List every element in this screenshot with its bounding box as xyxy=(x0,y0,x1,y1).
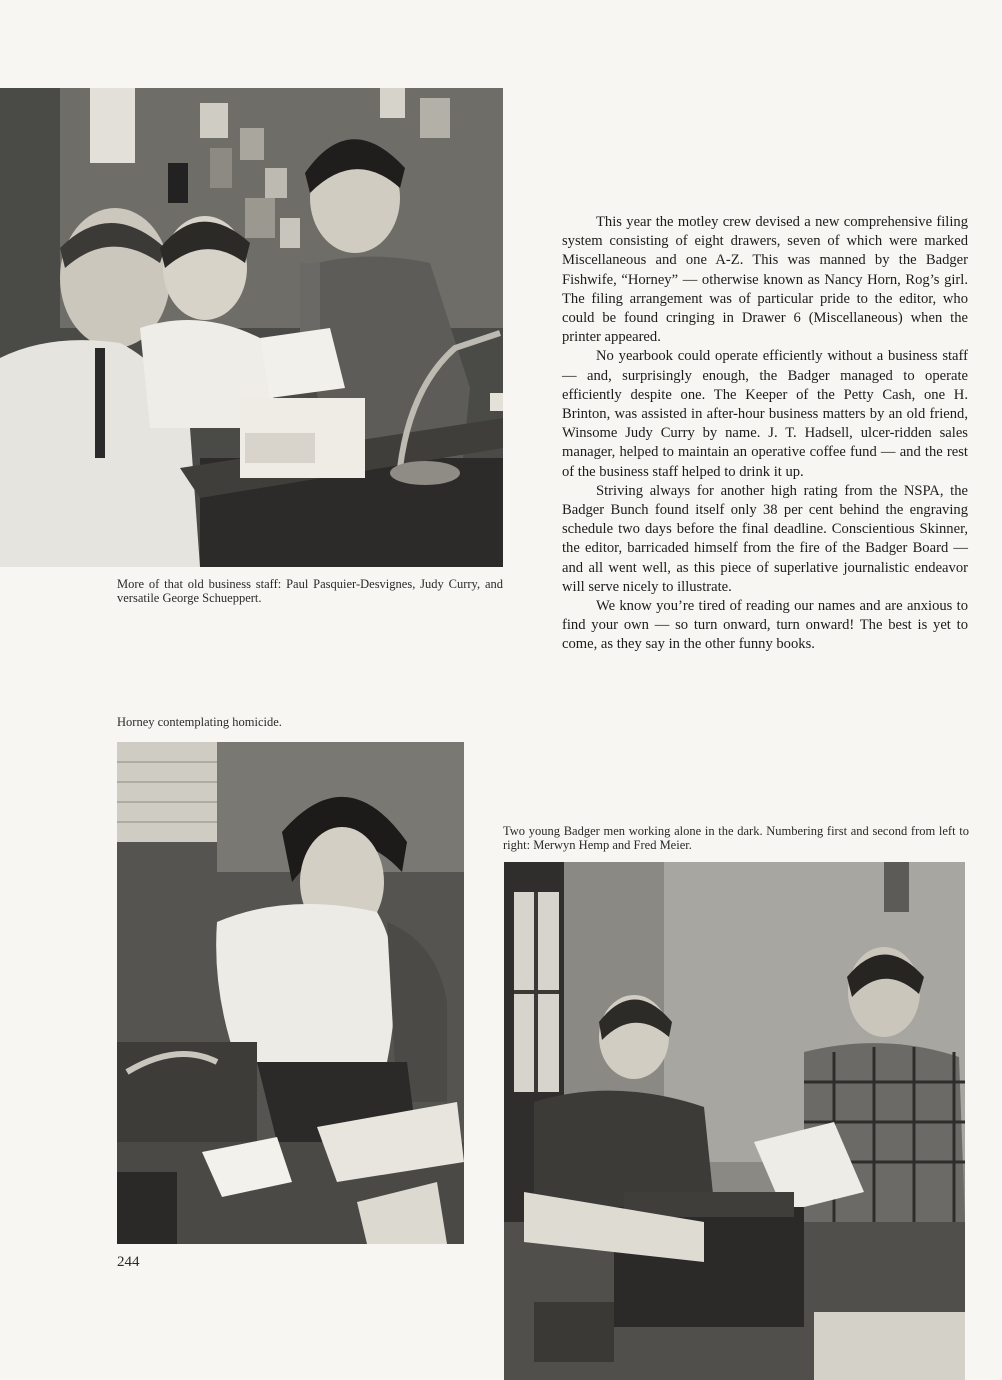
photo-horney xyxy=(117,742,464,1244)
caption-badger-men: Two young Badger men working alone in the dark. Numbering first and second from left to right: Merwyn Hemp and Fred Meier. xyxy=(503,824,969,852)
page-number: 244 xyxy=(117,1254,140,1270)
article-paragraph: Striving always for another high rating from the NSPA, the Badger Bunch found itself only 38 per cent behind the engraving schedule two days before the final deadline. Conscientious Skinner, the editor, barricaded himself from the fire of the Badger Board — and all went well, as this piece of superlative journalistic endeavor will serve nicely to illustrate. xyxy=(562,482,968,595)
article-paragraph: We know you’re tired of reading our names and are anxious to find your own — so turn onward, turn onward! The best is yet to come, as they say in the other funny books. xyxy=(562,598,968,653)
photo-business-staff xyxy=(0,88,503,567)
photo-badger-men xyxy=(504,862,965,1380)
article-body xyxy=(562,213,968,655)
caption-business-staff: More of that old business staff: Paul Pasquier-Desvignes, Judy Curry, and versatile George Schueppert. xyxy=(117,577,503,605)
article-paragraph: This year the motley crew devised a new comprehensive filing system consisting of eight drawers, seven of which were marked Miscellaneous and one A-Z. This was manned by the Badger Fishwife, “Horney” — otherwise known as Nancy Horn, Rog’s girl. The filing arrangement was of particular pride to the editor, who could be found cringing in Drawer 6 (Miscellaneous) when the printer appeared. xyxy=(562,214,968,346)
article-paragraph: No yearbook could operate efficiently without a business staff — and, surprisingly enough, the Badger managed to operate efficiently despite one. The Keeper of the Petty Cash, one H. Brinton, was assisted in after-hour business matters by an old friend, Winsome Judy Curry by name. J. T. Hadsell, ulcer-ridden sales manager, helped to maintain an operative coffee fund — and the rest of the business staff helped to drink it up. xyxy=(562,348,968,480)
caption-horney: Horney contemplating homicide. xyxy=(117,715,282,729)
